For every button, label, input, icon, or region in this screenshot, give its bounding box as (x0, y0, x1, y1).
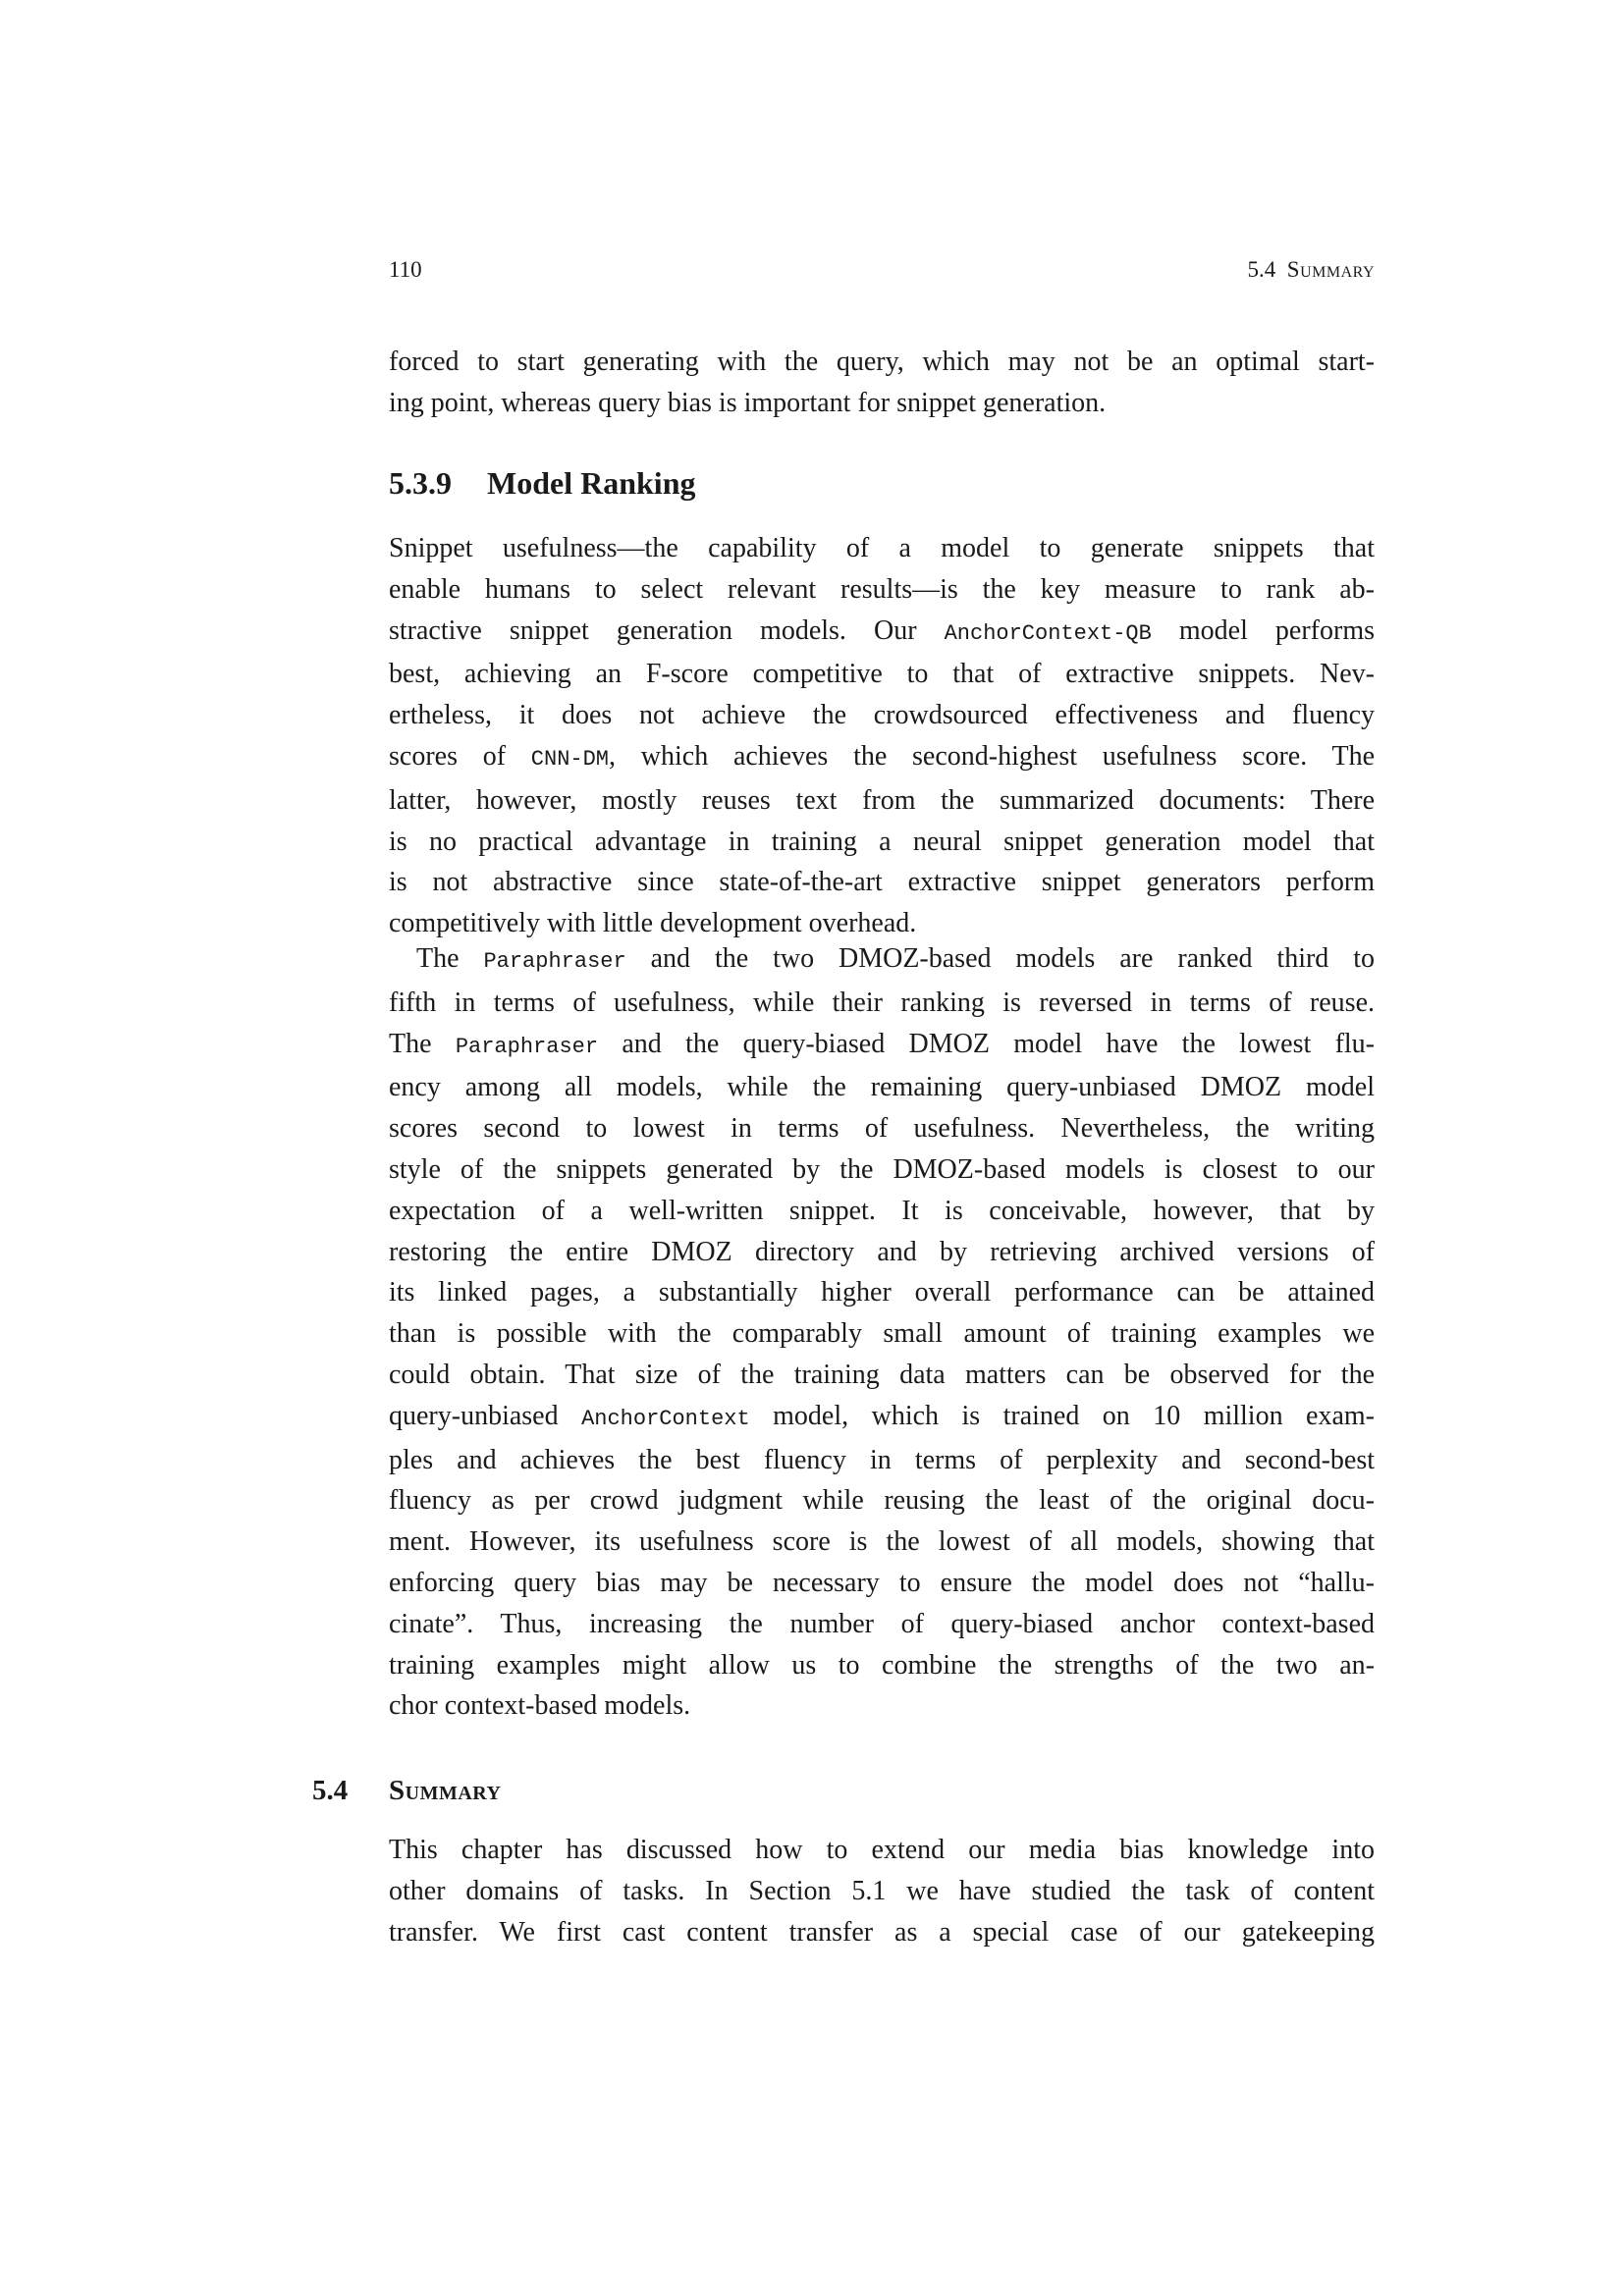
text-line: its linked pages, a substantially higher overall performance can be attained (389, 1277, 1375, 1308)
text-segment: model performs (1151, 614, 1375, 646)
text-line (389, 736, 1375, 780)
model-name-code: AnchorContext-QB (944, 620, 1152, 646)
running-section-title (1248, 257, 1375, 283)
running-head (389, 257, 1375, 291)
paragraph-model-ranking-1 (389, 528, 1375, 944)
text-line: ency among all models, while the remaining query-unbiased DMOZ model (389, 1072, 1375, 1103)
text-line: ples and achieves the best fluency in terms of perplexity and second-best (389, 1444, 1375, 1475)
text-line: best, achieving an F-score competitive to that of extractive snippets. Nev- (389, 659, 1375, 690)
text-segment: model, which is trained on 10 million exam- (749, 1400, 1375, 1431)
text-line: fluency as per crowd judgment while reusing the least of the original docu- (389, 1485, 1375, 1517)
text-line: enforcing query bias may be necessary to ensure the model does not “hallu- (389, 1567, 1375, 1598)
text-line: style of the snippets generated by the DMOZ-based models is closest to our (389, 1153, 1375, 1185)
text-line: could obtain. That size of the training data matters can be observed for the (389, 1359, 1375, 1390)
model-name-code: AnchorContext (581, 1406, 750, 1431)
text-segment: query-unbiased (389, 1400, 582, 1431)
text-segment: stractive snippet generation models. Our (389, 614, 945, 646)
text-line (389, 938, 1375, 983)
text-line (389, 1396, 1375, 1440)
model-name-code: Paraphraser (483, 949, 626, 974)
section-title: Summary (389, 1775, 502, 1806)
text-line: ing point, whereas query bias is important for snippet generation. (389, 387, 1107, 418)
subsection-title: Model Ranking (487, 465, 696, 501)
text-line (389, 611, 1375, 655)
model-name-code: Paraphraser (455, 1034, 599, 1059)
text-line: ertheless, it does not achieve the crowdsourced effectiveness and fluency (389, 700, 1375, 731)
text-line: expectation of a well-written snippet. It is conceivable, however, that by (389, 1195, 1375, 1226)
subsection-number: 5.3.9 (389, 465, 452, 501)
text-line: Snippet usefulness—the capability of a model to generate snippets that (389, 533, 1375, 563)
text-line: training examples might allow us to combine the strengths of the two an- (389, 1649, 1375, 1681)
text-line: chor context-based models. (389, 1690, 691, 1722)
text-line: This chapter has discussed how to extend our media bias knowledge into (389, 1835, 1375, 1865)
text-segment: and the query-biased DMOZ model have the lowest flu- (598, 1028, 1375, 1059)
text-line: than is possible with the comparably small amount of training examples we (389, 1318, 1375, 1350)
page-number: 110 (389, 257, 422, 282)
paragraph-model-ranking-2 (389, 938, 1375, 1727)
text-segment: , which achieves the second-highest usefulness score. The (609, 740, 1375, 772)
text-segment: scores of (389, 740, 531, 772)
text-line: fifth in terms of usefulness, while their ranking is reversed in terms of reuse. (389, 987, 1375, 1018)
text-line: ment. However, its usefulness score is the lowest of all models, showing that (389, 1526, 1375, 1558)
section-heading (312, 1775, 501, 1807)
text-line (389, 1024, 1375, 1068)
text-line: is no practical advantage in training a neural snippet generation model that (389, 826, 1375, 857)
text-line: forced to start generating with the query, which may not be an optimal start- (389, 347, 1375, 377)
text-segment: The (416, 943, 484, 974)
text-segment: The (389, 1028, 456, 1059)
text-line: is not abstractive since state-of-the-art extractive snippet generators perform (389, 867, 1375, 898)
text-segment: and the two DMOZ-based models are ranked third to (625, 943, 1375, 974)
paragraph-continued (389, 342, 1375, 424)
text-line: enable humans to select relevant results—is the key measure to rank ab- (389, 573, 1375, 605)
text-line: competitively with little development overhead. (389, 908, 917, 939)
text-line: latter, however, mostly reuses text from the summarized documents: There (389, 784, 1375, 816)
text-line: other domains of tasks. In Section 5.1 we have studied the task of content (389, 1875, 1375, 1906)
text-line: restoring the entire DMOZ directory and by retrieving archived versions of (389, 1236, 1375, 1267)
text-line: transfer. We first cast content transfer as a special case of our gatekeeping (389, 1916, 1375, 1948)
section-number: 5.4 (312, 1775, 349, 1806)
text-line: scores second to lowest in terms of usefulness. Nevertheless, the writing (389, 1113, 1375, 1145)
running-section-number: 5.4 (1247, 257, 1276, 282)
subsection-heading (389, 465, 695, 502)
running-section-name: Summary (1286, 257, 1375, 282)
text-line: cinate”. Thus, increasing the number of query-biased anchor context-based (389, 1608, 1375, 1639)
model-name-code: CNN-DM (530, 746, 610, 772)
paragraph-summary (389, 1830, 1375, 1952)
